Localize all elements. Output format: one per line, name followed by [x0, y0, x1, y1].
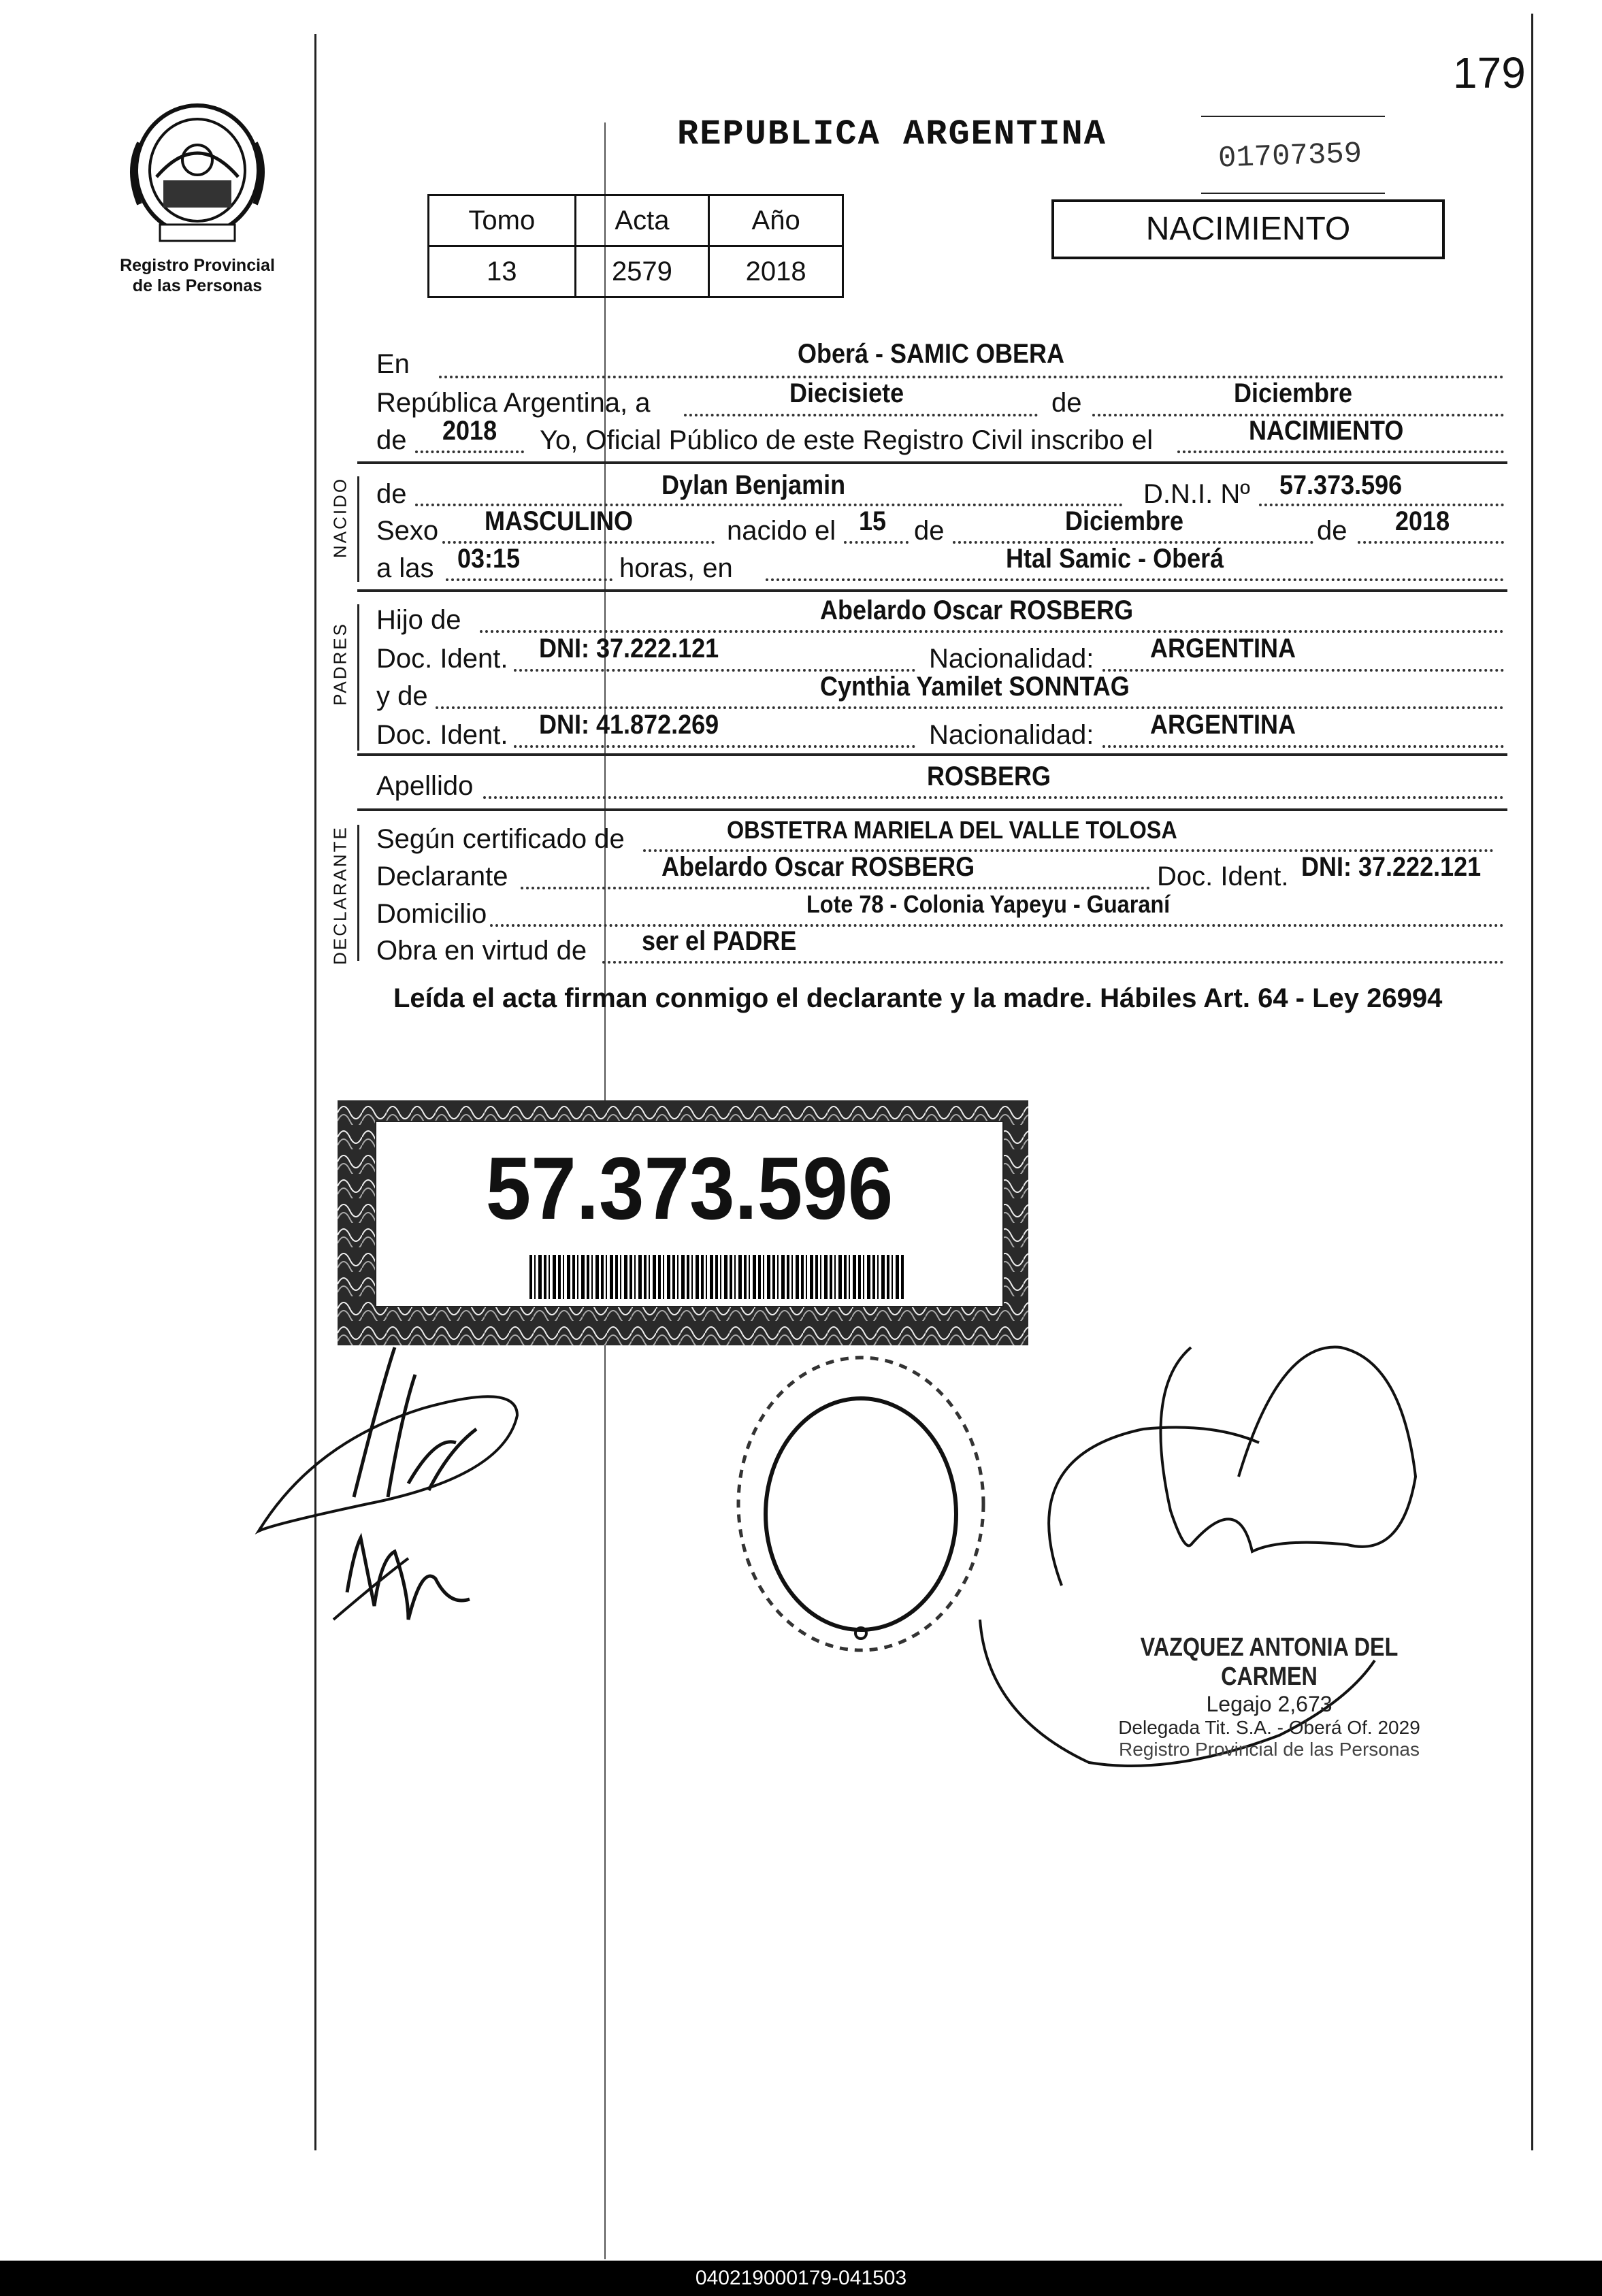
signature-declarante-icon	[231, 1334, 585, 1660]
acta-header: Acta	[575, 195, 709, 246]
serial-underline-2	[1201, 193, 1385, 194]
mother-doc-label: Doc. Ident.	[376, 720, 508, 750]
father-doc: DNI: 37.222.121	[539, 634, 719, 663]
acta-value: 2579	[575, 246, 709, 297]
decl-value: Abelardo Oscar ROSBERG	[661, 852, 975, 882]
logo-caption: Registro Provincial de las Personas	[120, 256, 275, 295]
mother-doc: DNI: 41.872.269	[539, 710, 719, 740]
horas-label: horas, en	[619, 553, 733, 583]
obra-label: Obra en virtud de	[376, 936, 587, 966]
sexo-label: Sexo	[376, 516, 439, 546]
province-logo	[119, 102, 276, 245]
document-type-box: NACIMIENTO	[1051, 199, 1445, 259]
dots	[514, 745, 915, 748]
dots	[684, 414, 1038, 416]
section-nacido: NACIDO	[329, 476, 350, 559]
oficial-text: Yo, Oficial Público de este Registro Civil inscribo el	[540, 425, 1154, 455]
section-padres: PADRES	[329, 622, 350, 706]
anio-value: 2018	[709, 246, 843, 297]
section-declarante: DECLARANTE	[329, 825, 350, 965]
divider	[357, 808, 1507, 811]
divider	[357, 753, 1507, 756]
dots	[1358, 541, 1504, 544]
birth-month: Diciembre	[1065, 506, 1184, 536]
closing-text: Leída el acta firman conmigo el declarante y la madre. Hábiles Art. 64 - Ley 26994	[393, 983, 1443, 1013]
page-number: 179	[1453, 48, 1526, 97]
document-title: REPUBLICA ARGENTINA	[677, 114, 1107, 154]
hijo-label: Hijo de	[376, 605, 461, 635]
republica-label: República Argentina, a	[376, 388, 651, 418]
official-legajo: Legajo 2,673	[1206, 1692, 1333, 1716]
birth-day: 15	[859, 506, 887, 536]
place: Oberá - SAMIC OBERA	[798, 339, 1065, 369]
father-doc-label: Doc. Ident.	[376, 644, 508, 674]
nacido-el-label: nacido el	[727, 516, 836, 546]
dots	[844, 541, 909, 544]
de-label: de	[1051, 388, 1082, 418]
anio-header: Año	[709, 195, 843, 246]
section-bar	[357, 604, 359, 751]
dots	[415, 450, 524, 453]
official-name: VAZQUEZ ANTONIA DEL CARMEN	[1140, 1633, 1399, 1691]
dots	[483, 796, 1504, 799]
divider	[357, 461, 1507, 464]
footer-code: 040219000179-041503	[0, 2261, 1602, 2296]
official-seal-icon	[715, 1344, 1007, 1664]
obra-value: ser el PADRE	[642, 926, 797, 956]
day-word: Diecisiete	[789, 378, 904, 408]
tomo-header: Tomo	[429, 195, 576, 246]
barcode	[529, 1255, 904, 1299]
month: Diciembre	[1234, 378, 1353, 408]
decl-label: Declarante	[376, 862, 508, 891]
dots	[1102, 745, 1504, 748]
province-emblem-icon	[119, 102, 276, 245]
official-line3: Delegada Tit. S.A. - Oberá Of. 2029	[1118, 1717, 1420, 1738]
cert-label: Según certificado de	[376, 824, 625, 854]
dots	[1259, 504, 1504, 506]
father-nat-label: Nacionalidad:	[929, 644, 1094, 674]
nacido-de-label: de	[376, 479, 407, 509]
record-table	[427, 194, 844, 298]
right-margin-line	[1531, 14, 1533, 2150]
section-bar	[357, 476, 359, 582]
official-stamp	[1079, 1633, 1460, 1760]
dots	[602, 961, 1504, 964]
de-label-2: de	[376, 425, 407, 455]
section-bar	[357, 825, 359, 961]
sexo-value: MASCULINO	[485, 506, 633, 536]
act-type: NACIMIENTO	[1249, 416, 1404, 446]
birth-year: 2018	[1395, 506, 1450, 536]
dni-sticker-number: 57.373.596	[485, 1138, 894, 1238]
father-name: Abelardo Oscar ROSBERG	[820, 595, 1134, 625]
nacido-de3-label: de	[1317, 516, 1347, 546]
official-line4: Registro Provincial de las Personas	[1119, 1739, 1420, 1760]
birth-hour: 03:15	[457, 544, 521, 574]
apellido-value: ROSBERG	[927, 761, 1051, 791]
tomo-value: 13	[429, 246, 576, 297]
mother-nat-label: Nacionalidad:	[929, 720, 1094, 750]
mother-nationality: ARGENTINA	[1150, 710, 1296, 740]
alas-label: a las	[376, 553, 434, 583]
dni-sticker	[338, 1100, 1028, 1345]
cert-value: OBSTETRA MARIELA DEL VALLE TOLOSA	[727, 816, 1177, 844]
dots	[766, 578, 1504, 581]
dni-label: D.N.I. Nº	[1143, 479, 1250, 509]
serial-number: 01707359	[1217, 137, 1363, 176]
decl-doc-label: Doc. Ident.	[1157, 862, 1289, 891]
nacido-de2-label: de	[914, 516, 945, 546]
dots	[1177, 450, 1504, 453]
mother-name: Cynthia Yamilet SONNTAG	[820, 672, 1130, 702]
dom-value: Lote 78 - Colonia Yapeyu - Guaraní	[806, 890, 1171, 918]
dni-sticker-panel	[375, 1121, 1004, 1307]
left-margin-line	[314, 34, 316, 2150]
apellido-label: Apellido	[376, 771, 474, 801]
father-nationality: ARGENTINA	[1150, 634, 1296, 663]
decl-doc: DNI: 37.222.121	[1301, 852, 1482, 882]
dots	[1102, 669, 1504, 672]
en-label: En	[376, 349, 410, 379]
dom-label: Domicilio	[376, 899, 487, 929]
divider	[357, 589, 1507, 592]
dots	[446, 578, 612, 581]
child-name: Dylan Benjamin	[661, 470, 846, 500]
child-dni: 57.373.596	[1279, 470, 1403, 500]
yde-label: y de	[376, 681, 428, 711]
serial-underline	[1201, 116, 1385, 117]
year: 2018	[442, 416, 497, 446]
birth-place: Htal Samic - Oberá	[1006, 544, 1224, 574]
